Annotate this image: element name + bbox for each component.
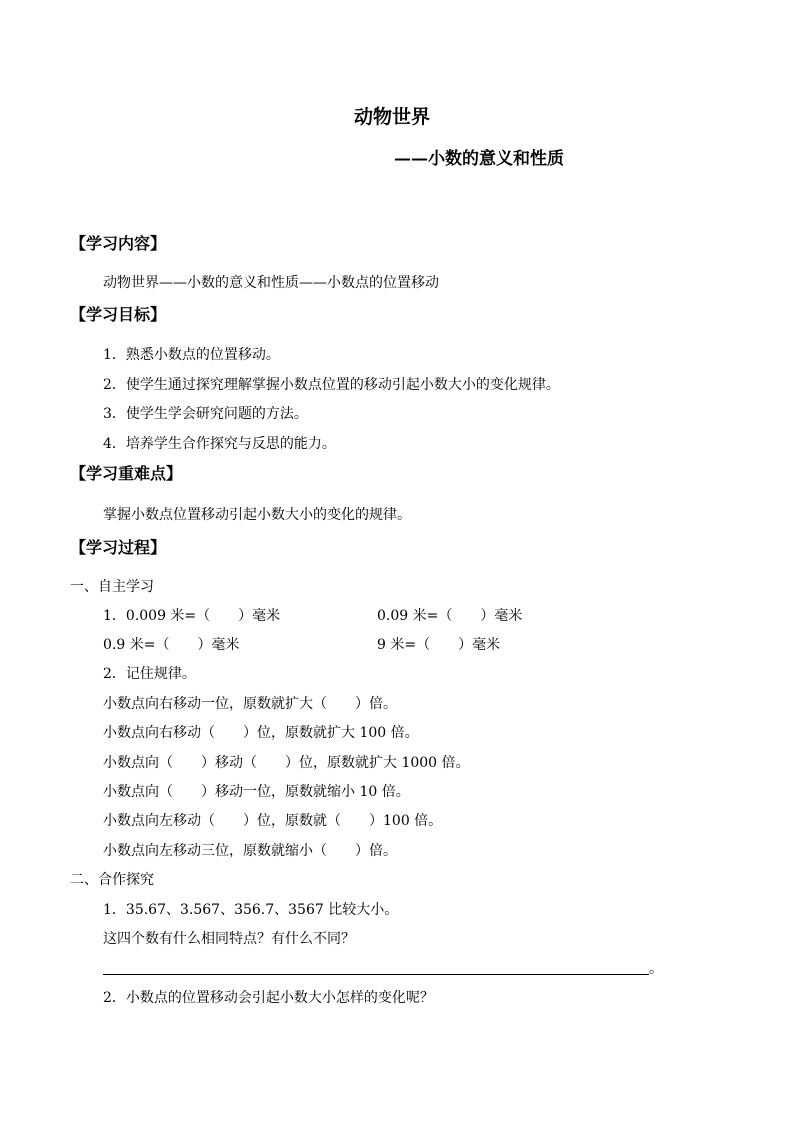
section-heading-goals: 【学习目标】 [70, 305, 167, 324]
rule-item: 小数点向右移动（ ）位，原数就扩大 100 倍。 [103, 725, 419, 741]
part2-title: 二、合作探究 [70, 872, 154, 888]
exercise-item: 0.9 米=（ ）毫米 [103, 637, 240, 653]
page-title: 动物世界 [354, 106, 431, 128]
key-points-text: 掌握小数点位置移动引起小数大小的变化的规律。 [103, 507, 411, 523]
exercise-item: 2．小数点的位置移动会引起小数大小怎样的变化呢？ [103, 990, 434, 1006]
rule-item: 小数点向左移动（ ）位，原数就（ ）100 倍。 [103, 813, 443, 829]
goal-item: 2．使学生通过探究理解掌握小数点位置的移动引起小数大小的变化规律。 [103, 377, 560, 393]
exercise-item: 1．0.009 米=（ ）毫米 [103, 608, 281, 624]
goal-item: 1．熟悉小数点的位置移动。 [103, 347, 280, 363]
content-text: 动物世界——小数的意义和性质——小数点的位置移动 [103, 275, 439, 291]
part1-title: 一、自主学习 [70, 579, 154, 595]
goal-item: 3．使学生学会研究问题的方法。 [103, 406, 308, 422]
rule-item: 小数点向左移动三位，原数就缩小（ ）倍。 [103, 843, 397, 859]
exercise-item: 1．35.67、3.567、356.7、3567 比较大小。 [103, 902, 399, 918]
answer-line-period: 。 [649, 961, 663, 977]
rule-item: 小数点向（ ）移动（ ）位，原数就扩大 1000 倍。 [103, 755, 470, 771]
section-heading-key-points: 【学习重难点】 [70, 464, 183, 483]
section-heading-process: 【学习过程】 [70, 538, 167, 557]
goal-item: 4．培养学生合作探究与反思的能力。 [103, 436, 336, 452]
exercise-question: 这四个数有什么相同特点？有什么不同？ [103, 931, 355, 947]
exercise-item: 2．记住规律。 [103, 666, 196, 682]
page-subtitle: ——小数的意义和性质 [394, 149, 564, 169]
exercise-item: 9 米=（ ）毫米 [377, 637, 501, 653]
rule-item: 小数点向（ ）移动一位，原数就缩小 10 倍。 [103, 784, 410, 800]
answer-blank-line [103, 974, 649, 975]
rule-item: 小数点向右移动一位，原数就扩大（ ）倍。 [103, 696, 397, 712]
exercise-item: 0.09 米=（ ）毫米 [377, 608, 523, 624]
section-heading-content: 【学习内容】 [70, 234, 167, 253]
